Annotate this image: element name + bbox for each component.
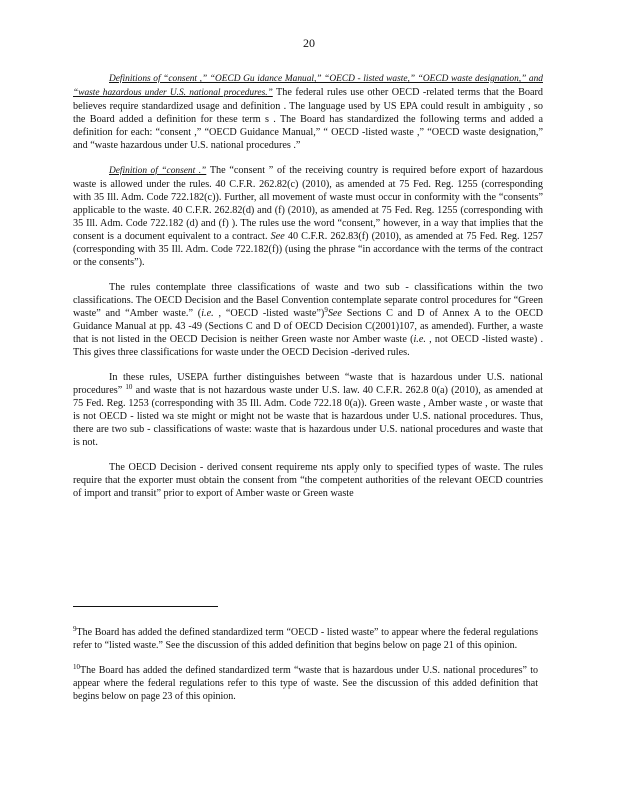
section-heading-consent: Definition of “consent .”	[109, 166, 207, 176]
section-heading-definitions: Definitions of “consent ,” “OECD Gu idance Manual,” “OECD - listed waste,” “OECD waste designation,” and “waste hazardous under U.S. national procedures.”	[73, 74, 543, 98]
paragraph-text: and waste that is not hazardous waste under U.S. law. 40 C.F.R. 262.8 0(a) (2010), as amended at 75 Fed. Reg. 1253 (corresponding with 35 Ill. Adm. Code 722.18 0(a)). Green waste , Amber waste , or waste that is not OECD - listed wa ste might or might not be waste that is hazardous under U.S. national procedures. Thus, there are two sub - classifications of waste: waste that is hazardous under U.S. national procedures and waste that is not.	[73, 385, 543, 448]
footnote-divider	[73, 606, 218, 607]
footnote-reference: 9	[324, 306, 328, 314]
paragraph-definitions-intro	[73, 72, 543, 152]
abbreviation-ie: i.e.	[201, 308, 214, 319]
footnote	[73, 626, 538, 652]
citation-signal: See	[270, 231, 285, 242]
paragraph-definition-consent	[73, 164, 543, 269]
footnote-number: 9	[73, 625, 77, 633]
paragraph-text: The rules contemplate three classifications of waste and two sub - classifications within the two classifications. The OECD Decision and the Basel Convention contemplate separate control procedures for “Green waste” and “Amber waste.” (	[73, 282, 543, 319]
abbreviation-ie: i.e.	[413, 334, 426, 345]
paragraph-text: The federal rules use other OECD -related terms that the Board believes require standardized usage and definition . The language used by US EPA could result in ambiguity , so the Board added a definition for these term s . The Board has standardized the following terms and added a definition for each: “consent ,” “OECD Guidance Manual,” “ OECD -listed waste ,” “OECD waste designation,” and “waste hazardous under U.S. national procedures .”	[73, 87, 543, 151]
paragraph-usepa-distinction	[73, 371, 543, 449]
footnotes	[73, 626, 538, 715]
paragraph-text: The “consent ” of the receiving country is required before export of hazardous waste is allowed under the rules. 40 C.F.R. 262.82(c) (2010), as amended at 75 Fed. Reg. 1255 (corresponding with 35 Ill. Adm. Code 722.182(c)). Further, all movement of waste must occur in conformity with the “consents” applicable to the waste. 40 C.F.R. 262.82(d) and (f) (2010), as amended at 75 Fed. Reg. 1255 (corresponding with 35 Ill. Adm. Code 722.182 (d) and (f) ). The rules use the word “consent,” however, in a way that implies that the consent is a document equivalent to a contract.	[73, 165, 543, 242]
paragraph-text: Sections C and D of Annex A to the OECD Guidance Manual at pp. 43 -49 (Sections C and D of OECD Decision C(2001)107, as amended). Further, a waste that is not listed in the OECD Decision is neither Green waste nor Amber waste (	[73, 308, 543, 345]
footnote-number: 10	[73, 663, 80, 671]
paragraph-text: In these rules, USEPA further distinguishes between “waste that is hazardous under U.S. national procedures”	[73, 372, 543, 396]
paragraph-consent-requirements	[73, 461, 543, 500]
paragraph-text: , “OECD -listed waste”)	[213, 308, 325, 319]
paragraph-text: The OECD Decision - derived consent requireme nts apply only to specified types of waste. The rules require that the exporter must obtain the consent from “the competent authorities of the relevant OECD countries of import and transit” prior to export of Amber waste or Green waste	[73, 462, 543, 499]
paragraph-text: , not OECD -listed waste) . This gives three classifications for waste under the OECD Decision -derived rules.	[73, 334, 543, 358]
footnote-text: The Board has added the defined standardized term “waste that is hazardous under U.S. national procedures” to appear where the federal regulations refer to this type of waste. See the discussion of this added definition that begins below on page 23 of this opinion.	[73, 665, 538, 702]
citation-signal: See	[327, 308, 342, 319]
paragraph-classifications	[73, 281, 543, 359]
footnote-reference: 10	[125, 383, 133, 391]
footnote-text: The Board has added the defined standardized term “OECD - listed waste” to appear where the federal regulations refer to “listed waste.” See the discussion of this added definition that begins below on page 21 of this opinion.	[73, 627, 538, 651]
page-number: 20	[303, 36, 315, 50]
paragraph-text: 40 C.F.R. 262.83(f) (2010), as amended at 75 Fed. Reg. 1257 (corresponding with 35 Ill. Adm. Code 722.182(f)) (using the phrase “in accordance with the terms of the contract or the consents”).	[73, 231, 543, 268]
document-body	[73, 72, 543, 512]
footnote	[73, 664, 538, 703]
